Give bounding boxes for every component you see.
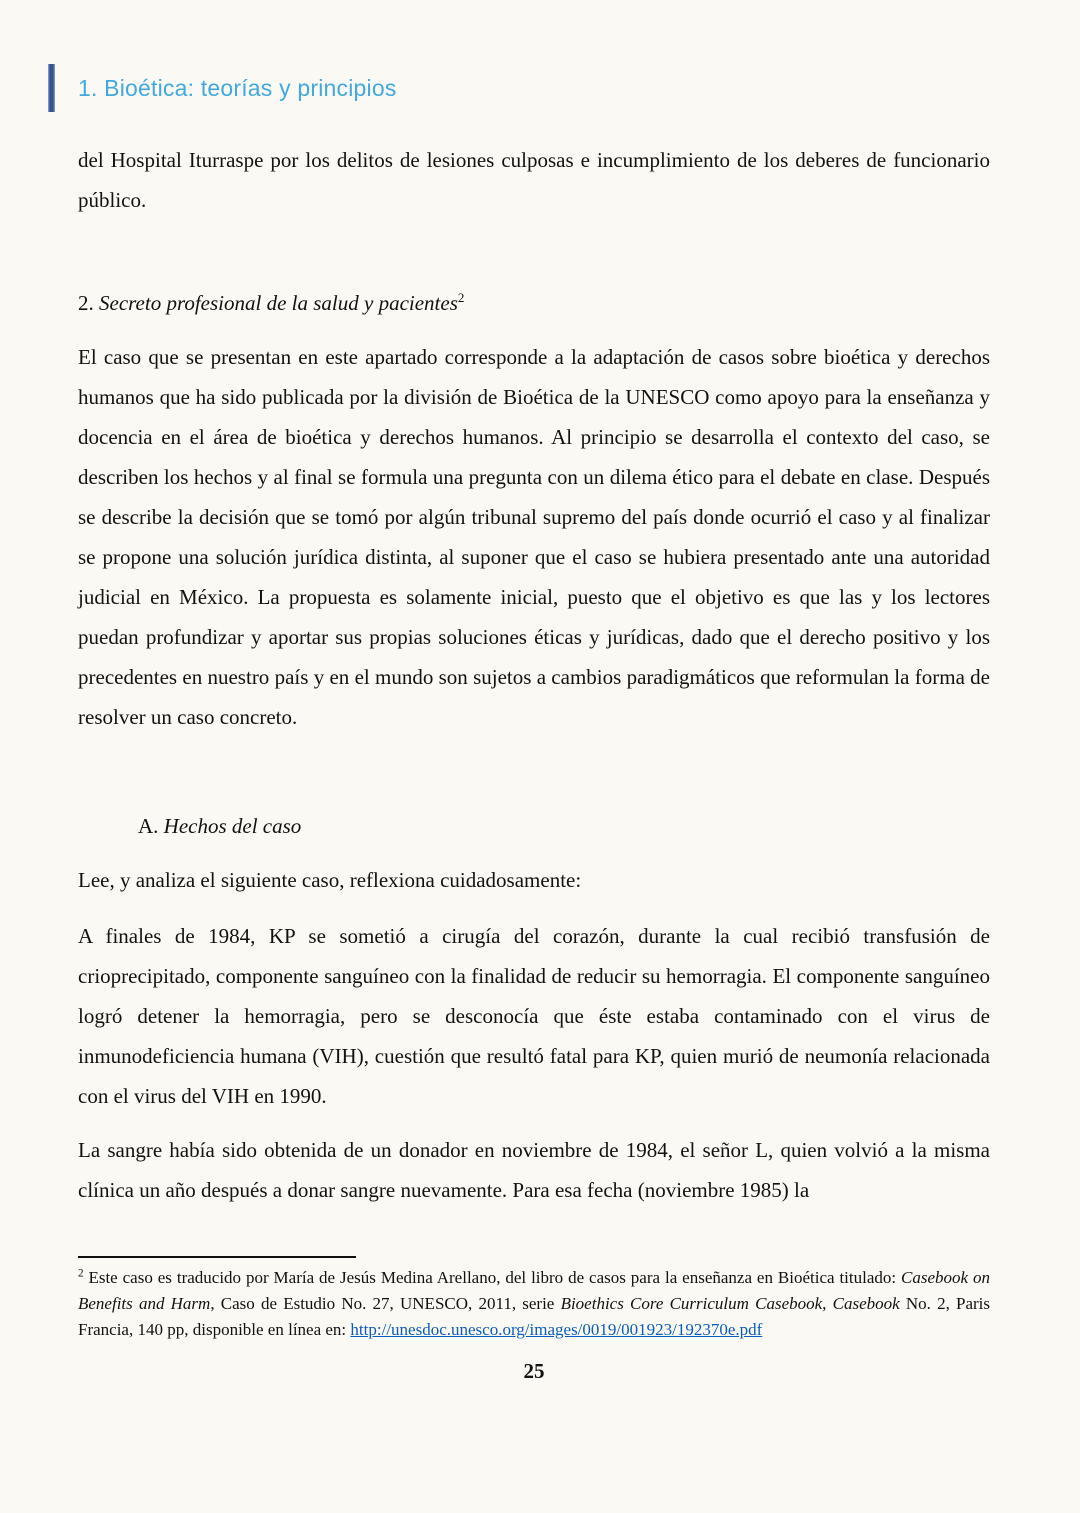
footnote-italic-3: Casebook [832,1294,900,1313]
footnote-run-3: , [822,1294,833,1313]
chapter-header [48,64,990,112]
document-body [78,140,990,1210]
footnote-separator [78,1256,356,1258]
paragraph-blood-donor: La sangre había sido obtenida de un donador en noviembre de 1984, el señor L, quien volvió a la misma clínica un año después a donar sangre nuevamente. Para esa fecha (noviembre 1985) la [78,1138,990,1202]
chapter-title: 1. Bioética: teorías y principios [78,74,397,101]
section-number: 2. [78,291,99,315]
footnote-italic-1: Casebook on Benefits and Harm [78,1268,990,1313]
paragraph-instruction: Lee, y analiza el siguiente caso, reflexiona cuidadosamente: [78,868,582,892]
subsection-title-text: Hechos del caso [163,814,302,838]
footnote-run-4: No. 2, Paris Francia, 140 pp, disponible en línea en: [78,1294,991,1339]
subsection-heading [78,806,990,846]
paragraph-kp-case: A finales de 1984, KP se sometió a cirugía del corazón, durante la cual recibió transfusión de crioprecipitado, componente sanguíneo con la finalidad de reducir su hemorragia. El componente sanguíneo logró detener la hemorragia, pero se desconocía que éste estaba contaminado con el virus de inmunodeficiencia humana (VIH), cuestión que resultó fatal para KP, quien murió de neumonía relacionada con el virus del VIH en 1990. [78,924,990,1108]
section-heading [78,283,990,323]
subsection-letter: A. [138,814,164,838]
footnote-run-1: Este caso es traducido por María de Jesús Medina Arellano, del libro de casos para la enseñanza en Bioética titulado: [83,1268,902,1287]
footnote-area [78,1256,990,1384]
paragraph-case-description: El caso que se presentan en este apartado corresponde a la adaptación de casos sobre bioética y derechos humanos que ha sido publicada por la división de Bioética de la UNESCO como apoyo para la enseñanza y docencia en el área de bioética y derechos humanos. Al principio se desarrolla el contexto del caso, se describen los hechos y al final se formula una pregunta con un dilema ético para el debate en clase. Después se describe la decisión que se tomó por algún tribunal supremo del país donde ocurrió el caso y al finalizar se propone una solución jurídica distinta, al suponer que el caso se hubiera presentado ante una autoridad judicial en México. La propuesta es solamente inicial, puesto que el objetivo es que las y los lectores puedan profundizar y aportar sus propias soluciones éticas y jurídicas, dado que el derecho positivo y los precedentes en nuestro país y en el mundo son sujetos a cambios paradigmáticos que reformulan la forma de resolver un caso concreto. [78,345,990,729]
footnote-run-2: , Caso de Estudio No. 27, UNESCO, 2011, serie [210,1294,561,1313]
footnote-italic-2: Bioethics Core Curriculum Casebook [560,1294,823,1313]
heading-accent-bar [48,64,55,112]
footnote-marker: 2 [78,1267,84,1280]
section-title-text: Secreto profesional de la salud y pacientes [99,291,458,315]
footnote-reference: 2 [457,290,465,305]
paragraph-intro-continuation: del Hospital Iturraspe por los delitos de lesiones culposas e incumplimiento de los deberes de funcionario público. [78,148,990,212]
footnote-text [78,1265,990,1343]
page-number: 25 [523,1359,545,1383]
footnote-link[interactable]: http://unesdoc.unesco.org/images/0019/001923/192370e.pdf [350,1320,763,1339]
